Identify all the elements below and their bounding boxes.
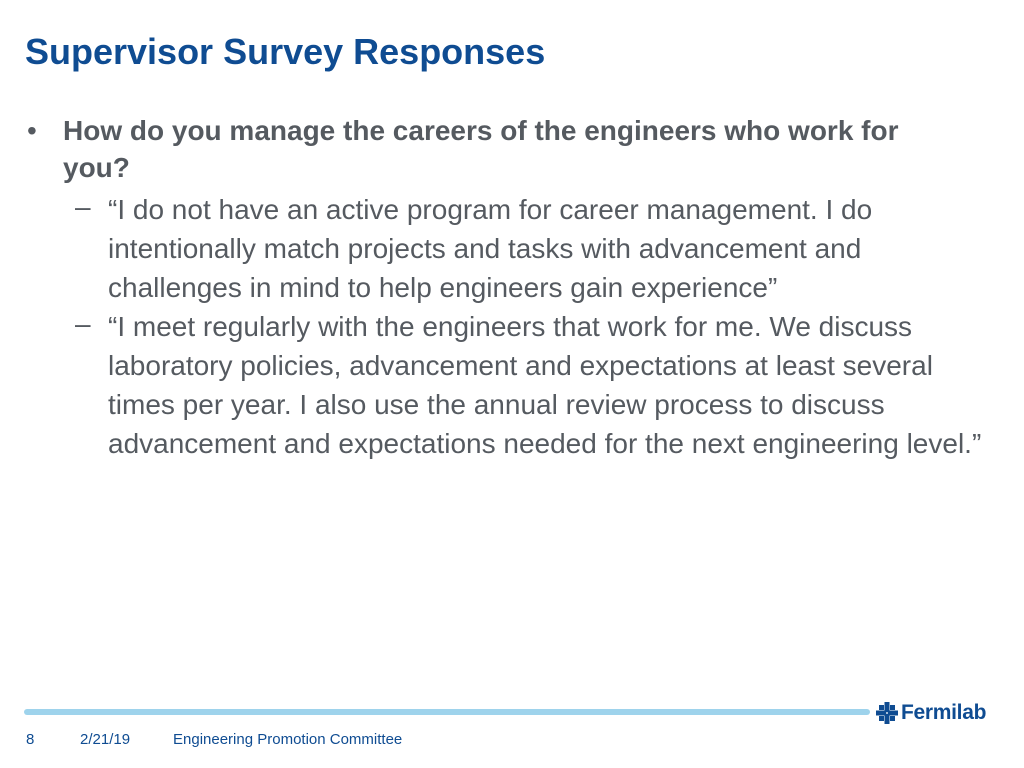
slide-content: [25, 112, 985, 463]
footer-divider-bar: [24, 709, 870, 715]
response-text: “I meet regularly with the engineers that work for me. We discuss laboratory policies, advancement and expectations at least several times per year. I also use the annual review process to discuss advancement and expectations needed for the next engineering level.”: [108, 311, 982, 459]
fermilab-logo: [876, 700, 986, 726]
question-text: How do you manage the careers of the engineers who work for you?: [63, 115, 899, 183]
logo-text: Fermilab: [901, 701, 987, 724]
slide-title: Supervisor Survey Responses: [25, 31, 546, 72]
dash-marker: –: [75, 191, 91, 222]
footer-date: 2/21/19: [80, 731, 131, 748]
dash-marker: –: [75, 308, 91, 339]
question-bullet: [25, 112, 963, 186]
response-item: [25, 307, 988, 463]
bullet-marker: •: [27, 115, 37, 146]
footer-committee: Engineering Promotion Committee: [173, 731, 403, 748]
page-number: 8: [26, 731, 35, 748]
response-text: “I do not have an active program for career management. I do intentionally match projects and tasks with advancement and challenges in mind to help engineers gain experience”: [108, 194, 873, 303]
response-list: [25, 190, 985, 463]
response-item: [25, 190, 988, 307]
fermilab-logo-icon: [876, 702, 898, 724]
